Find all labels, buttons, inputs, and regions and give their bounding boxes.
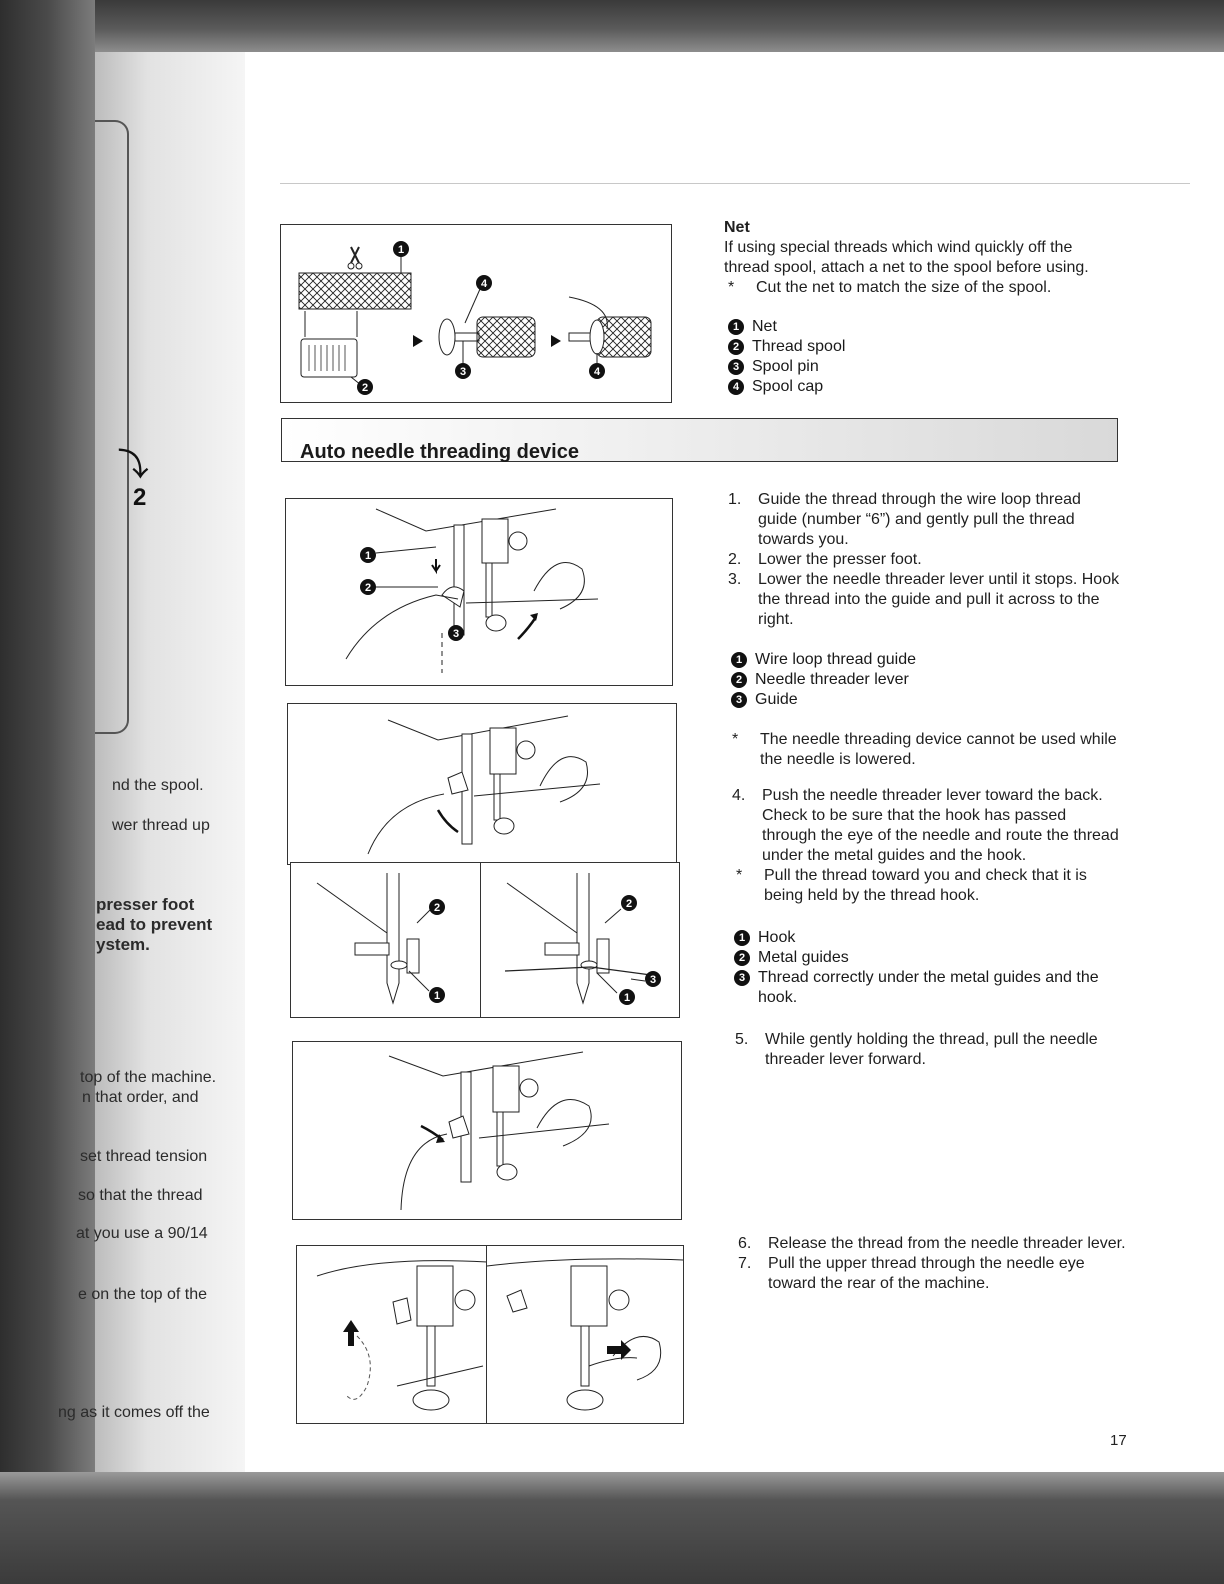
legend-label: Thread correctly under the metal guides and the hook. (758, 969, 1099, 1006)
net-note-text: Cut the net to match the size of the spool. (756, 279, 1052, 296)
net-title: Net (724, 219, 750, 236)
callout-label: 3 (459, 366, 467, 378)
threading-figure-step6-left (296, 1245, 488, 1424)
number-badge: 1 (728, 319, 744, 335)
callout-label: 1 (364, 550, 372, 562)
previous-page-line: n that order, and (82, 1089, 199, 1106)
note-text: The needle threading device cannot be used while the needle is lowered. (760, 731, 1117, 768)
previous-page-machine-outline (95, 120, 129, 734)
callout-label: 1 (433, 990, 441, 1002)
scan-top-border (0, 0, 1224, 52)
legend-item (731, 670, 1111, 690)
steps-legend-a (731, 650, 1111, 710)
section-title: Auto needle threading device (300, 441, 579, 463)
legend-item (731, 690, 1111, 710)
number-badge: 1 (734, 930, 750, 946)
legend-label: Metal guides (758, 949, 849, 966)
note-needle-lowered (728, 730, 1120, 770)
number-badge: 2 (731, 672, 747, 688)
legend-label: Wire loop thread guide (755, 651, 916, 668)
step-text: Guide the thread through the wire loop thread guide (number “6”) and gently pull the thread towards you. (758, 491, 1081, 548)
step-text: While gently holding the thread, pull the needle threader lever forward. (765, 1031, 1098, 1068)
needle-detail-right (480, 862, 680, 1018)
callout-label: 4 (480, 278, 488, 290)
number-badge: 2 (734, 950, 750, 966)
asterisk: * (732, 731, 739, 748)
legend-item (734, 928, 1126, 948)
legend-label: Net (752, 318, 777, 335)
previous-page-line: at you use a 90/14 (76, 1225, 208, 1242)
number-badge: 3 (728, 359, 744, 375)
previous-page-line: presser foot (96, 895, 195, 914)
previous-page-line: top of the machine. (80, 1069, 217, 1086)
legend-item (728, 337, 1028, 357)
net-description (724, 218, 1119, 298)
legend-label: Spool pin (752, 358, 819, 375)
previous-page-line: so that the thread (78, 1187, 203, 1204)
needle-detail-left-illustration (291, 863, 481, 1017)
steps-1-to-3 (728, 490, 1120, 630)
callout-label: 1 (623, 992, 631, 1004)
instruction-step (728, 570, 1120, 630)
net-figure (280, 224, 672, 403)
legend-item (734, 968, 1126, 1008)
instruction-step (738, 1254, 1130, 1294)
step-number: 7. (738, 1255, 752, 1272)
legend-label: Needle threader lever (755, 671, 909, 688)
step-text: Lower the presser foot. (758, 551, 922, 568)
callout-label: 2 (433, 902, 441, 914)
section-header-bar (281, 418, 1118, 462)
page-divider (280, 183, 1190, 184)
previous-page-line: e on the top of the (78, 1286, 207, 1303)
net-illustration (281, 225, 671, 402)
previous-page-line: wer thread up (112, 817, 210, 834)
previous-step-number: 2 (133, 484, 147, 511)
legend-item (734, 948, 1126, 968)
threading-figure-step1 (285, 498, 673, 686)
threading-illustration-step4 (288, 704, 676, 864)
legend-item (728, 317, 1028, 337)
previous-page-line: ystem. (96, 935, 150, 954)
step-number: 2. (728, 551, 742, 568)
step-number: 1. (728, 491, 742, 508)
step-text: Release the thread from the needle threader lever. (768, 1235, 1126, 1252)
previous-page-line: ng as it comes off the (58, 1404, 210, 1421)
callout-label: 2 (361, 382, 369, 394)
threading-figure-step6-right (486, 1245, 684, 1424)
instruction-step (728, 550, 1120, 570)
legend-label: Guide (755, 691, 798, 708)
note-thread-hook (732, 866, 1124, 906)
instruction-step (728, 490, 1120, 550)
number-badge: 4 (728, 379, 744, 395)
callout-label: 3 (649, 974, 657, 986)
step-number: 6. (738, 1235, 752, 1252)
legend-item (728, 357, 1028, 377)
legend-label: Spool cap (752, 378, 824, 395)
instruction-step-5 (735, 1030, 1127, 1070)
legend-label: Hook (758, 929, 796, 946)
threading-figure-step5 (292, 1041, 682, 1220)
scan-bottom-border (0, 1472, 1224, 1584)
legend-item (731, 650, 1111, 670)
step-text: Pull the upper thread through the needle eye toward the rear of the machine. (768, 1255, 1085, 1292)
threading-illustration-step6-right (487, 1246, 683, 1423)
step-text: Lower the needle threader lever until it stops. Hook the thread into the guide and pull it across to the right. (758, 571, 1120, 628)
scan-left-border (0, 0, 95, 1584)
threading-illustration-step5 (293, 1042, 681, 1219)
previous-page-line: nd the spool. (112, 777, 204, 794)
net-note (724, 278, 1119, 298)
step-number: 5. (735, 1031, 749, 1048)
instruction-step (738, 1234, 1130, 1254)
step-text: Push the needle threader lever toward the back. Check to be sure that the hook has passed through the eye of the needle and route the thread under the metal guides and the hook. (762, 787, 1119, 864)
steps-legend-b (734, 928, 1126, 1008)
page-number: 17 (1110, 1432, 1127, 1449)
asterisk: * (728, 279, 735, 296)
steps-6-to-7 (738, 1234, 1130, 1294)
curved-arrow-icon: ⤵ (118, 449, 148, 482)
legend-label: Thread spool (752, 338, 846, 355)
step-number: 4. (732, 787, 746, 804)
instruction-step-4 (732, 786, 1124, 866)
needle-detail-left (290, 862, 482, 1018)
callout-label: 3 (452, 628, 460, 640)
threading-figure-step4 (287, 703, 677, 865)
number-badge: 2 (728, 339, 744, 355)
asterisk: * (736, 867, 743, 884)
callout-label: 1 (397, 244, 405, 256)
previous-page-line: ead to prevent (96, 915, 213, 934)
number-badge: 3 (734, 970, 750, 986)
step-number: 3. (728, 571, 742, 588)
threading-illustration-step1 (286, 499, 672, 685)
threading-illustration-step6-left (297, 1246, 487, 1423)
net-legend (728, 317, 1028, 397)
callout-label: 2 (364, 582, 372, 594)
callout-label: 4 (593, 366, 601, 378)
needle-detail-right-illustration (481, 863, 679, 1017)
previous-page-line: set thread tension (80, 1148, 208, 1165)
legend-item (728, 377, 1028, 397)
net-body-text: If using special threads which wind quickly off the thread spool, attach a net to the spool before using. (724, 239, 1089, 276)
number-badge: 1 (731, 652, 747, 668)
note-text: Pull the thread toward you and check that it is being held by the thread hook. (764, 867, 1087, 904)
number-badge: 3 (731, 692, 747, 708)
callout-label: 2 (625, 898, 633, 910)
